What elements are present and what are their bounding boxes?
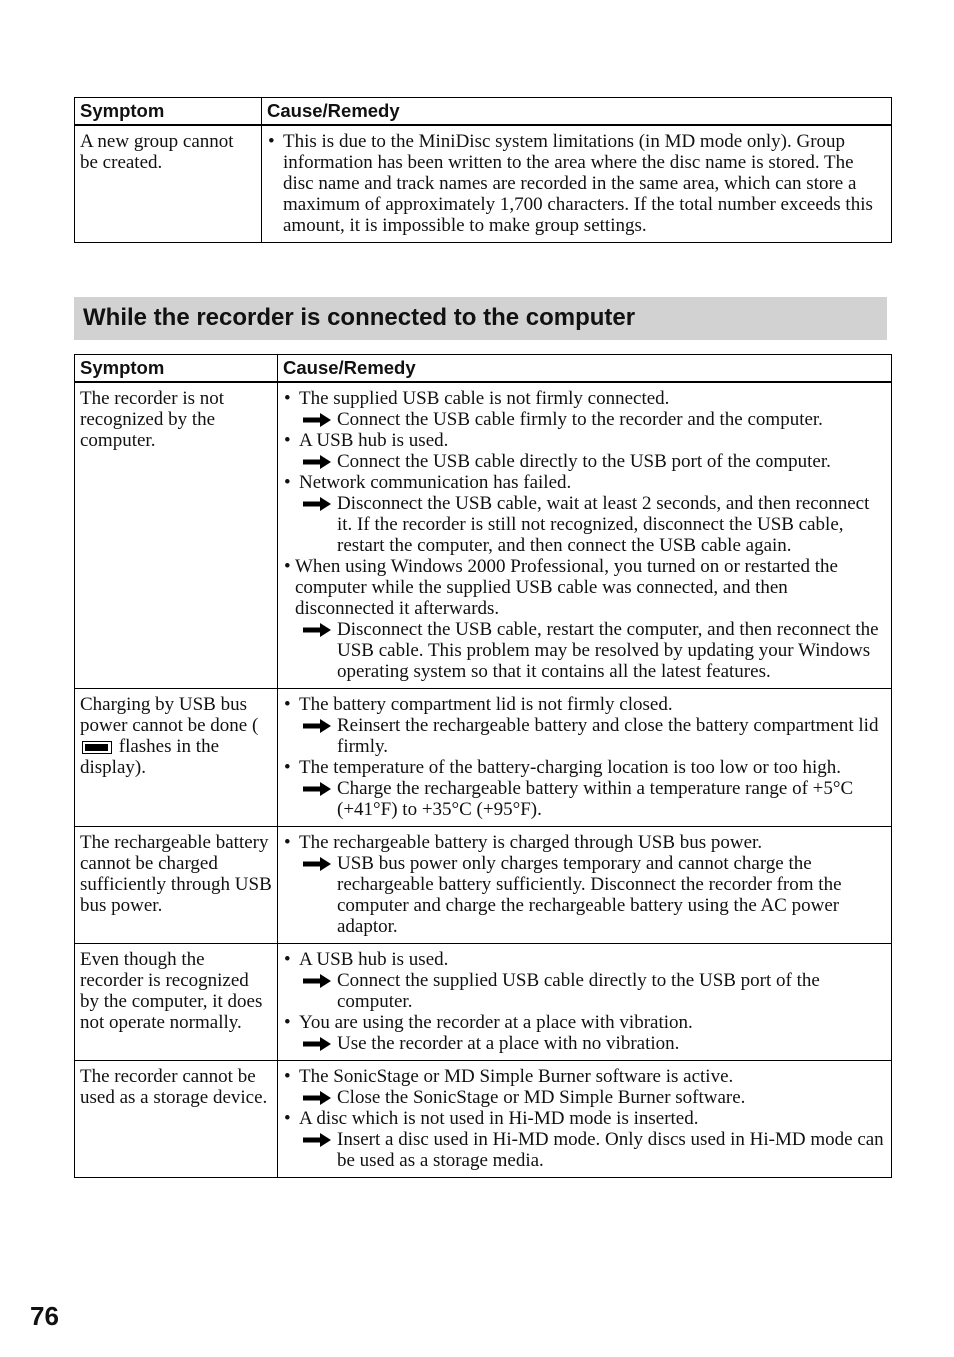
cause-item: • A disc which is not used in Hi-MD mode is inserted. xyxy=(283,1108,886,1129)
remedy-text: USB bus power only charges temporary and cannot charge the rechargeable battery sufficiently. Disconnect the recorder from the computer and charge the rechargeable battery using the AC power adaptor. xyxy=(337,853,842,937)
remedy-item xyxy=(283,778,886,820)
arrow-right-icon xyxy=(303,1037,331,1051)
table-row xyxy=(75,944,892,1061)
arrow-right-icon xyxy=(303,1091,331,1105)
cause-remedy-cell xyxy=(278,827,892,944)
remedy-item xyxy=(283,715,886,757)
remedy-text: Close the SonicStage or MD Simple Burner software. xyxy=(337,1087,746,1108)
cause-item: • The supplied USB cable is not firmly connected. xyxy=(283,388,886,409)
remedy-text: Use the recorder at a place with no vibration. xyxy=(337,1033,680,1054)
cause-item: • Network communication has failed. xyxy=(283,472,886,493)
table-header-row xyxy=(75,98,892,126)
table-row xyxy=(75,1061,892,1178)
remedy-text: Disconnect the USB cable, wait at least 2 seconds, and then reconnect it. If the recorder is still not recognized, disconnect the USB cable, restart the computer, and then connect the USB cable again. xyxy=(337,493,870,556)
arrow-right-icon xyxy=(303,497,331,511)
troubleshooting-table-computer xyxy=(74,354,892,1178)
symptom-cell: The rechargeable battery cannot be charged sufficiently through USB bus power. xyxy=(75,827,278,944)
remedy-text: Insert a disc used in Hi-MD mode. Only discs used in Hi-MD mode can be used as a storage media. xyxy=(337,1129,884,1171)
arrow-right-icon xyxy=(303,455,331,469)
remedy-text: Connect the USB cable firmly to the recorder and the computer. xyxy=(337,409,823,430)
cause-remedy-cell xyxy=(262,125,892,243)
cause-item: • When using Windows 2000 Professional, you turned on or restarted the computer while the supplied USB cable was connected, and then disconnected it afterwards. xyxy=(283,556,886,619)
cause-item: • This is due to the MiniDisc system limitations (in MD mode only). Group information has been written to the area where the disc name is stored. The disc name and track names are recorded in the same area, which can store a maximum of approximately 1,700 characters. If the total number exceeds this amount, it is impossible to make group settings. xyxy=(267,131,886,236)
section-header xyxy=(74,297,887,340)
remedy-text: Connect the supplied USB cable directly to the USB port of the computer. xyxy=(337,970,820,1012)
table-row xyxy=(75,382,892,689)
table-header-row xyxy=(75,355,892,383)
arrow-right-icon xyxy=(303,623,331,637)
symptom-text: Charging by USB bus power cannot be done ( xyxy=(80,694,259,736)
remedy-item xyxy=(283,493,886,556)
symptom-cell: A new group cannot be created. xyxy=(75,125,262,243)
arrow-right-icon xyxy=(303,719,331,733)
symptom-cell xyxy=(75,689,278,827)
remedy-item xyxy=(283,451,886,472)
symptom-cell: Even though the recorder is recognized by the computer, it does not operate normally. xyxy=(75,944,278,1061)
cause-remedy-cell xyxy=(278,944,892,1061)
remedy-item xyxy=(283,1129,886,1171)
header-symptom: Symptom xyxy=(75,98,262,126)
arrow-right-icon xyxy=(303,1133,331,1147)
arrow-right-icon xyxy=(303,782,331,796)
symptom-cell: The recorder cannot be used as a storage device. xyxy=(75,1061,278,1178)
remedy-item xyxy=(283,619,886,682)
remedy-text: Charge the rechargeable battery within a temperature range of +5°C (+41°F) to +35°C (+95°F). xyxy=(337,778,854,820)
arrow-right-icon xyxy=(303,974,331,988)
header-cause-remedy: Cause/Remedy xyxy=(262,98,892,126)
cause-remedy-cell xyxy=(278,689,892,827)
cause-item: • The SonicStage or MD Simple Burner software is active. xyxy=(283,1066,886,1087)
arrow-right-icon xyxy=(303,413,331,427)
remedy-text: Connect the USB cable directly to the USB port of the computer. xyxy=(337,451,831,472)
cause-item: • A USB hub is used. xyxy=(283,949,886,970)
page-number: 76 xyxy=(30,1301,59,1331)
remedy-item xyxy=(283,1033,886,1054)
symptom-cell: The recorder is not recognized by the computer. xyxy=(75,382,278,689)
cause-item: • You are using the recorder at a place with vibration. xyxy=(283,1012,886,1033)
cause-remedy-cell xyxy=(278,1061,892,1178)
remedy-text: Reinsert the rechargeable battery and close the battery compartment lid firmly. xyxy=(337,715,879,757)
cause-item: • The battery compartment lid is not firmly closed. xyxy=(283,694,886,715)
table-row xyxy=(75,689,892,827)
cause-remedy-cell xyxy=(278,382,892,689)
cause-item: • The rechargeable battery is charged through USB bus power. xyxy=(283,832,886,853)
header-symptom: Symptom xyxy=(75,355,278,383)
table-row xyxy=(75,827,892,944)
cause-item: • A USB hub is used. xyxy=(283,430,886,451)
cause-item: • The temperature of the battery-charging location is too low or too high. xyxy=(283,757,886,778)
battery-icon xyxy=(82,741,112,754)
remedy-item xyxy=(283,1087,886,1108)
table-row xyxy=(75,125,892,243)
remedy-item xyxy=(283,409,886,430)
remedy-text: Disconnect the USB cable, restart the computer, and then reconnect the USB cable. This problem may be resolved by updating your Windows operating system so that it contains all the latest features. xyxy=(337,619,879,682)
arrow-right-icon xyxy=(303,857,331,871)
header-cause-remedy: Cause/Remedy xyxy=(278,355,892,383)
symptom-text: flashes in the display). xyxy=(80,736,220,778)
section-title: While the recorder is connected to the computer xyxy=(83,304,636,331)
troubleshooting-table-groups xyxy=(74,97,892,243)
remedy-item xyxy=(283,853,886,937)
remedy-item xyxy=(283,970,886,1012)
